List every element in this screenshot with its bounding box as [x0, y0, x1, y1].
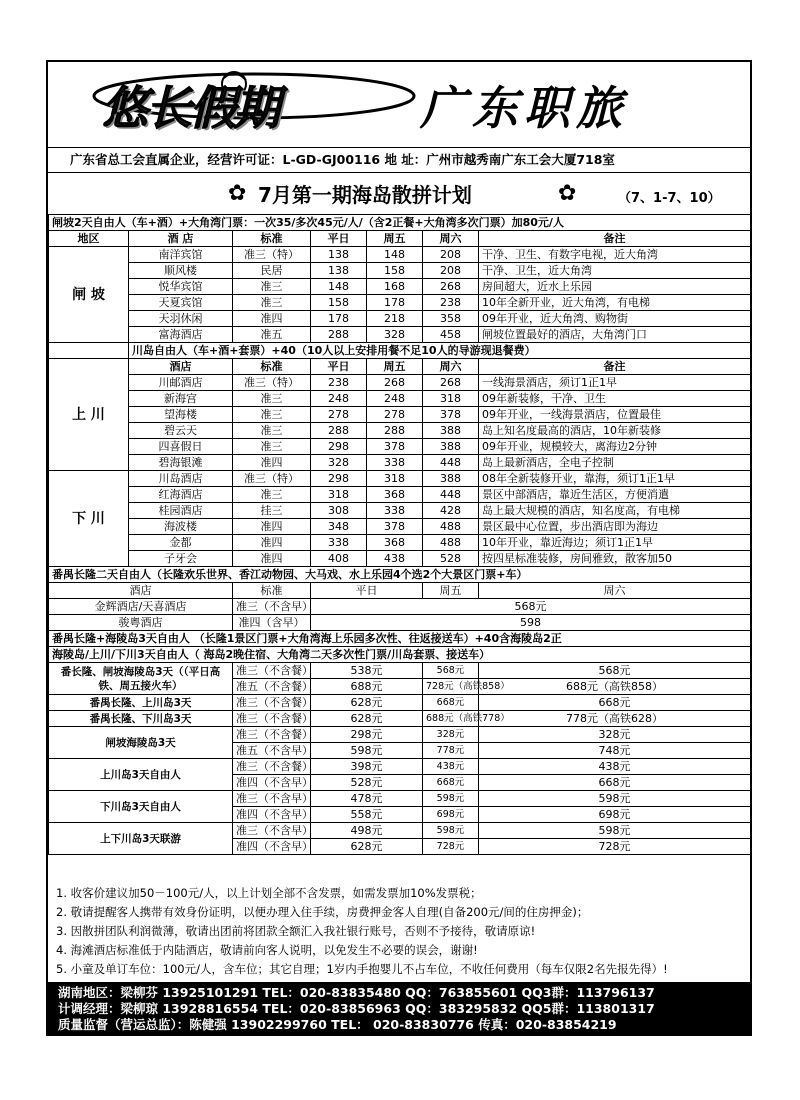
- column-header: 标准: [233, 583, 311, 599]
- cell: 准三: [233, 487, 311, 503]
- column-header: 标准: [233, 359, 311, 375]
- cell: 328: [311, 455, 367, 471]
- cell: 338: [311, 535, 367, 551]
- price-cell: 628元: [311, 839, 423, 855]
- table-row: [49, 263, 751, 279]
- package-name: 上下川岛3天联游: [49, 823, 233, 855]
- flyer-frame: [46, 60, 752, 1036]
- cell: 准三（不含餐）: [233, 759, 311, 775]
- header: [48, 62, 750, 167]
- note-item: 5. 小童及单订车位：100元/人，含车位；其它自理；1岁内手抱婴儿不占车位，不收任何费用（每车仅限2名先报先得）!: [56, 962, 668, 976]
- price-cell: 628元: [311, 695, 423, 711]
- cell: 148: [367, 247, 423, 263]
- table-row: [49, 663, 751, 679]
- price-cell: 688元（高铁858）: [479, 679, 751, 695]
- section-heading: [49, 647, 751, 663]
- column-header: 备注: [479, 359, 751, 375]
- cell: 景区中部酒店，靠近生活区，方便消遣: [479, 487, 751, 503]
- hotel-name: 桂园酒店: [129, 503, 233, 519]
- package-name: 番禺长隆、下川岛3天: [49, 711, 233, 727]
- brand-name: 广东职旅: [420, 81, 628, 135]
- cell: 248: [311, 391, 367, 407]
- price-cell: 328元: [423, 727, 479, 743]
- cell: 298: [311, 471, 367, 487]
- cell: 民居: [233, 263, 311, 279]
- cell: 318: [311, 487, 367, 503]
- cell: 348: [311, 519, 367, 535]
- price-cell: 668元: [479, 775, 751, 791]
- cell: 准四（不含早）: [233, 807, 311, 823]
- column-header: 地区: [49, 231, 129, 247]
- cell: 208: [423, 263, 479, 279]
- hotel-name: 碧海银滩: [129, 455, 233, 471]
- cell: 岛上知名度最高的酒店，10年新装修: [479, 423, 751, 439]
- cell: 408: [311, 551, 367, 567]
- price-cell: 778元（高铁628）: [479, 711, 751, 727]
- cell: 09年开业，近大角湾、购物街: [479, 311, 751, 327]
- cell: 268: [367, 375, 423, 391]
- cell: 378: [367, 439, 423, 455]
- table-row: [49, 551, 751, 567]
- price-cell: 728元（高铁858）: [423, 679, 479, 695]
- hotel-name: 新海宫: [129, 391, 233, 407]
- header-row: [49, 583, 751, 599]
- cell: 准三: [233, 295, 311, 311]
- cell: 按四星标准装修，房间雅致，散客加50: [479, 551, 751, 567]
- price-cell: 298元: [311, 727, 423, 743]
- price-cell: 538元: [311, 663, 423, 679]
- notes: [56, 884, 668, 979]
- cell: 准五（不含早）: [233, 743, 311, 759]
- cell: 岛上最大规模的酒店，知名度高，有电梯: [479, 503, 751, 519]
- cell: 308: [311, 503, 367, 519]
- header-row: [49, 359, 751, 375]
- section-title: 川岛自由人（车+酒+套票）+40（10人以上安排用餐不足10人的导游现退餐费）: [129, 343, 751, 359]
- cell: 288: [367, 423, 423, 439]
- hotel-name: 碧云天: [129, 423, 233, 439]
- price-cell: 478元: [311, 791, 423, 807]
- cell: 10年开业，靠近海边；须订1正1早: [479, 535, 751, 551]
- price-cell: 688元: [311, 679, 423, 695]
- hotel-name: 川岛酒店: [129, 471, 233, 487]
- logo: [84, 68, 424, 138]
- cell: 景区最中心位置，步出酒店即为海边: [479, 519, 751, 535]
- hotel-name: 天夏宾馆: [129, 295, 233, 311]
- company-info: 广东省总工会直属企业，经营许可证：L-GD-GJ00116 地 址：广州市越秀南广东工会大厦718室: [70, 152, 615, 167]
- cell: 准三: [233, 279, 311, 295]
- cell: 10年全新开业，近大角湾，有电梯: [479, 295, 751, 311]
- cell: 288: [311, 423, 367, 439]
- cell: 准三（特）: [233, 471, 311, 487]
- hotel-name: 骏粤酒店: [49, 615, 233, 631]
- price-cell: 748元: [479, 743, 751, 759]
- cell: 448: [423, 487, 479, 503]
- column-header: 平日: [311, 359, 367, 375]
- cell: 318: [367, 471, 423, 487]
- hotel-name: 南洋宾馆: [129, 247, 233, 263]
- price-cell: 628元: [311, 711, 423, 727]
- contact-line: 湖南地区：梁柳芬 13925101291 TEL：020-83835480 QQ：763855601 QQ3群：113796137: [58, 985, 655, 1000]
- price-cell: 728元: [479, 839, 751, 855]
- cell: 准三（特）: [233, 375, 311, 391]
- cell: 准三: [233, 423, 311, 439]
- hotel-name: 金辉酒店/天喜酒店: [49, 599, 233, 615]
- price-cell: 568元: [479, 663, 751, 679]
- column-header: 周六: [423, 359, 479, 375]
- price-cell: 398元: [311, 759, 423, 775]
- table-row: [49, 791, 751, 807]
- cell: 238: [311, 375, 367, 391]
- cell: 458: [423, 327, 479, 343]
- hotel-name: 富海酒店: [129, 327, 233, 343]
- cell: 488: [423, 519, 479, 535]
- package-name: 番禺长隆、上川岛3天: [49, 695, 233, 711]
- hotel-name: 顺风楼: [129, 263, 233, 279]
- cell: 准三（特）: [233, 247, 311, 263]
- section-heading: [49, 631, 751, 647]
- table-row: [49, 455, 751, 471]
- section-title: 海陵岛/上川/下川3天自由人（ 海岛2晚住宿、大角湾二天多次性门票/川岛套票、接送车）: [49, 647, 751, 663]
- cell: 428: [423, 503, 479, 519]
- cell: 208: [423, 247, 479, 263]
- page-title: 7月第一期海岛散拼计划: [258, 183, 472, 207]
- price-cell: 558元: [311, 807, 423, 823]
- cell: 378: [367, 519, 423, 535]
- hotel-name: 川邮酒店: [129, 375, 233, 391]
- price-cell: 598: [311, 615, 751, 631]
- cell: 准三: [233, 439, 311, 455]
- region-cell: 闸 坡: [49, 247, 129, 343]
- cell: 09年开业，规模较大，离海边2分钟: [479, 439, 751, 455]
- table-row: [49, 327, 751, 343]
- cell: 238: [423, 295, 479, 311]
- column-header: 周五: [367, 231, 423, 247]
- cell: 278: [367, 407, 423, 423]
- table-row: [49, 407, 751, 423]
- cell: 准三: [233, 391, 311, 407]
- cell: 准三（不含餐）: [233, 727, 311, 743]
- table-row: [49, 727, 751, 743]
- section-title: 闸坡2天自由人（车+酒）+大角湾门票：一次35/多次45元/人/（含2正餐+大角湾多次门票）加80元/人: [49, 215, 751, 231]
- hotel-name: 红海酒店: [129, 487, 233, 503]
- price-cell: 598元: [479, 823, 751, 839]
- cell: 378: [423, 407, 479, 423]
- table-row: [49, 391, 751, 407]
- package-name: 番长隆、闸坡海陵岛3天（（平日高铁、周五接火车）: [49, 663, 233, 695]
- table-row: [49, 295, 751, 311]
- cell: 准三（不含早）: [233, 599, 311, 615]
- column-header: 周五: [367, 359, 423, 375]
- table-row: [49, 471, 751, 487]
- table-row: [49, 615, 751, 631]
- price-cell: 568元: [311, 599, 751, 615]
- cell: 岛上最新酒店，全电子控制: [479, 455, 751, 471]
- hotel-name: 四喜假日: [129, 439, 233, 455]
- cell: 278: [311, 407, 367, 423]
- region-cell: 上 川: [49, 359, 129, 471]
- table-row: [49, 823, 751, 839]
- cell: 准五: [233, 327, 311, 343]
- price-cell: 568元: [423, 663, 479, 679]
- table-row: [49, 311, 751, 327]
- cell: 准四（含早）: [233, 615, 311, 631]
- cell: 388: [423, 423, 479, 439]
- price-cell: 598元: [423, 791, 479, 807]
- cell: 178: [367, 295, 423, 311]
- price-cell: 698元: [423, 807, 479, 823]
- section-heading: [49, 215, 751, 231]
- price-cell: 698元: [479, 807, 751, 823]
- contact-line: 质量监督（营运总监）：陈健强 13902299760 TEL： 020-83830776 传真：020-83854219: [58, 1017, 617, 1032]
- cell: 准四: [233, 551, 311, 567]
- package-name: 下川岛3天自由人: [49, 791, 233, 823]
- cell: 138: [311, 263, 367, 279]
- cell: 358: [423, 311, 479, 327]
- cell: 368: [367, 535, 423, 551]
- cell: 准四（不含早）: [233, 839, 311, 855]
- cell: 338: [367, 455, 423, 471]
- cell: 干净、卫生、有数字电视，近大角湾: [479, 247, 751, 263]
- cell: 08年全新装修开业，靠海，须订1正1早: [479, 471, 751, 487]
- logo-text: 悠长假期: [102, 81, 278, 135]
- cell: 准三（不含餐）: [233, 663, 311, 679]
- table-row: [49, 599, 751, 615]
- note-item: 1. 收客价建议加50－100元/人，以上计划全部不含发票，如需发票加10%发票税；: [56, 886, 482, 900]
- cell: 干净、卫生，近大角湾: [479, 263, 751, 279]
- price-table: [48, 214, 751, 855]
- cell: 338: [367, 503, 423, 519]
- section-title: 番禺长隆二天自由人（长隆欢乐世界、香江动物园、大马戏、水上乐园4个选2个大景区门票+车）: [49, 567, 751, 583]
- table-row: [49, 503, 751, 519]
- cell: 248: [367, 391, 423, 407]
- cell: 368: [367, 487, 423, 503]
- hotel-name: 金都: [129, 535, 233, 551]
- price-cell: 688元（高铁778）: [423, 711, 479, 727]
- contact-footer: [48, 982, 750, 1036]
- section-title: 番禺长隆+海陵岛3天自由人 （长隆1景区门票+大角湾海上乐园多次性、往返接送车）+40含海陵岛2正: [49, 631, 751, 647]
- cell: 准三: [233, 407, 311, 423]
- flower-icon: ✿: [228, 181, 247, 206]
- price-cell: 598元: [311, 743, 423, 759]
- price-cell: 438元: [479, 759, 751, 775]
- spacer: [49, 343, 129, 359]
- hotel-name: 海波楼: [129, 519, 233, 535]
- package-name: 上川岛3天自由人: [49, 759, 233, 791]
- table-row: [49, 423, 751, 439]
- price-cell: 498元: [311, 823, 423, 839]
- cell: 218: [367, 311, 423, 327]
- cell: 准三（不含早）: [233, 823, 311, 839]
- cell: 准四（不含早）: [233, 775, 311, 791]
- column-header: 平日: [311, 231, 367, 247]
- contact-line: 计调经理：梁柳琼 13928816554 TEL：020-83856963 QQ：383295832 QQ5群：113801317: [58, 1001, 655, 1016]
- column-header: 周六: [479, 583, 751, 599]
- cell: 388: [423, 471, 479, 487]
- table-row: [49, 535, 751, 551]
- cell: 09年开业，一线海景酒店，位置最佳: [479, 407, 751, 423]
- table-row: [49, 247, 751, 263]
- date-range: （7、1-7、10）: [618, 191, 721, 206]
- cell: 438: [367, 551, 423, 567]
- table-row: [49, 711, 751, 727]
- column-header: 酒 店: [129, 231, 233, 247]
- price-cell: 598元: [479, 791, 751, 807]
- flower-icon: ✿: [558, 181, 577, 206]
- note-item: 2. 敬请提醒客人携带有效身份证明，以便办理入住手续，房费押金客人自理(自备200元/间的住房押金)；: [56, 905, 589, 919]
- cell: 268: [423, 375, 479, 391]
- column-header: 标准: [233, 231, 311, 247]
- table-row: [49, 439, 751, 455]
- cell: 168: [367, 279, 423, 295]
- price-cell: 528元: [311, 775, 423, 791]
- cell: 388: [423, 439, 479, 455]
- cell: 准四: [233, 535, 311, 551]
- price-cell: 328元: [479, 727, 751, 743]
- title-bar: [48, 172, 750, 212]
- price-cell: 778元: [423, 743, 479, 759]
- table-row: [49, 375, 751, 391]
- section-heading: [49, 567, 751, 583]
- column-header: 周六: [423, 231, 479, 247]
- cell: 挂三: [233, 503, 311, 519]
- column-header: 酒店: [129, 359, 233, 375]
- cell: 房间超大，近水上乐园: [479, 279, 751, 295]
- hotel-name: 悦华宾馆: [129, 279, 233, 295]
- price-cell: 668元: [423, 775, 479, 791]
- header-row: [49, 231, 751, 247]
- table-row: [49, 519, 751, 535]
- column-header: 平日: [311, 583, 423, 599]
- cell: 448: [423, 455, 479, 471]
- cell: 288: [311, 327, 367, 343]
- cell: 闸坡位置最好的酒店，大角湾门口: [479, 327, 751, 343]
- table-row: [49, 487, 751, 503]
- cell: 528: [423, 551, 479, 567]
- region-cell: 下 川: [49, 471, 129, 567]
- note-item: 4. 海滩酒店标准低于内陆酒店，敬请前向客人说明，以免发生不必要的误会，谢谢!: [56, 943, 478, 957]
- cell: 158: [367, 263, 423, 279]
- hotel-name: 天羽休闲: [129, 311, 233, 327]
- cell: 298: [311, 439, 367, 455]
- cell: 178: [311, 311, 367, 327]
- column-header: 周五: [423, 583, 479, 599]
- cell: 488: [423, 535, 479, 551]
- column-header: 备注: [479, 231, 751, 247]
- cell: 准四: [233, 519, 311, 535]
- cell: 09年新装修，干净、卫生: [479, 391, 751, 407]
- package-name: 闸坡海陵岛3天: [49, 727, 233, 759]
- cell: 准三（不含餐）: [233, 695, 311, 711]
- cell: 一线海景酒店，须订1正1早: [479, 375, 751, 391]
- cell: 138: [311, 247, 367, 263]
- section-heading: [49, 343, 751, 359]
- price-cell: 438元: [423, 759, 479, 775]
- cell: 准三（不含早）: [233, 791, 311, 807]
- cell: 328: [367, 327, 423, 343]
- hotel-name: 子牙会: [129, 551, 233, 567]
- cell: 268: [423, 279, 479, 295]
- note-item: 3. 因散拼团队利润微薄，敬请出团前将团款全额汇入我社银行账号，否则不予接待，敬请原谅!: [56, 924, 536, 938]
- price-cell: 668元: [423, 695, 479, 711]
- price-cell: 598元: [423, 823, 479, 839]
- cell: 158: [311, 295, 367, 311]
- cell: 148: [311, 279, 367, 295]
- cell: 准三（不含餐）: [233, 711, 311, 727]
- price-cell: 668元: [479, 695, 751, 711]
- cell: 准五（不含餐）: [233, 679, 311, 695]
- table-row: [49, 279, 751, 295]
- price-cell: 728元: [423, 839, 479, 855]
- cell: 318: [423, 391, 479, 407]
- table-row: [49, 759, 751, 775]
- table-row: [49, 695, 751, 711]
- cell: 准四: [233, 311, 311, 327]
- hotel-name: 望海楼: [129, 407, 233, 423]
- column-header: 酒店: [49, 583, 233, 599]
- cell: 准四: [233, 455, 311, 471]
